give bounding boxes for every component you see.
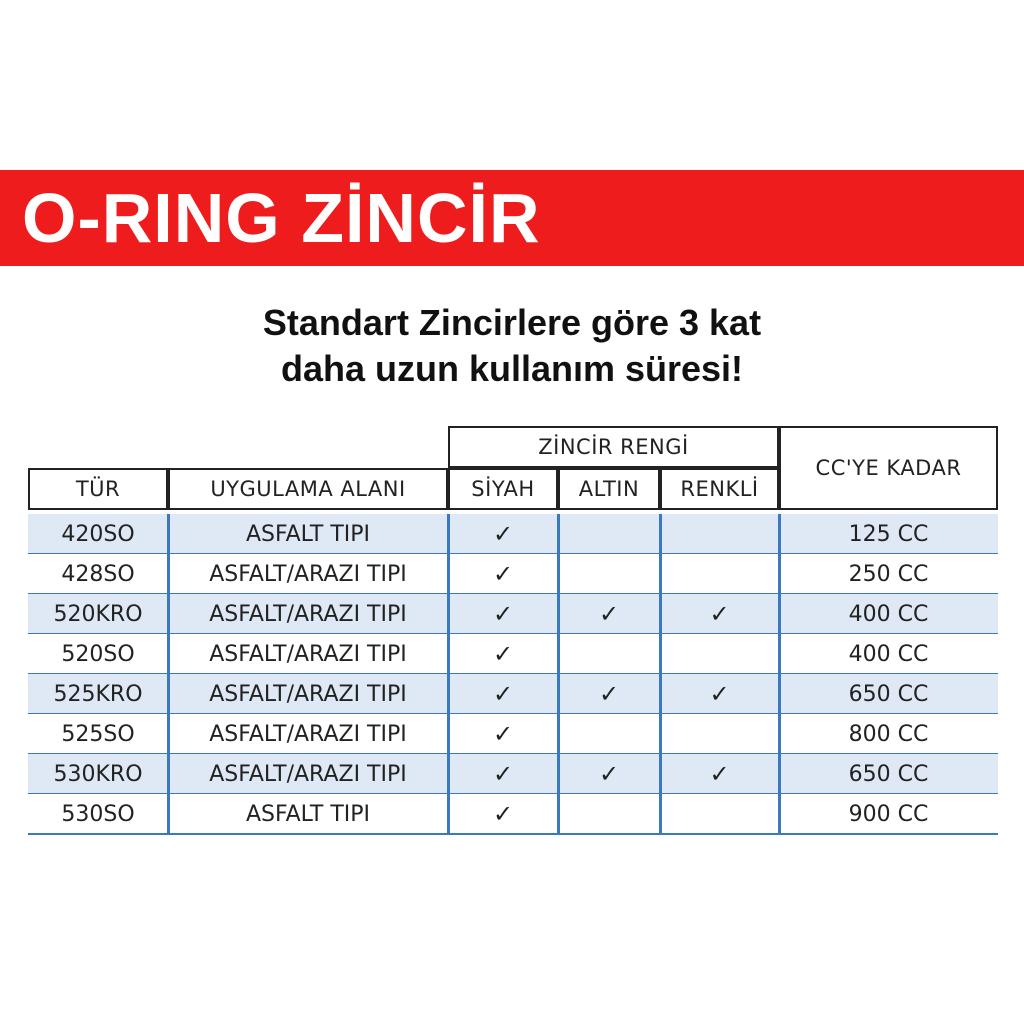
cell-siyah: ✓ (492, 680, 514, 708)
cell-cc: 400 CC (848, 601, 929, 627)
cell-altin (558, 794, 660, 834)
cell-renkli (660, 514, 779, 554)
cell-altin (558, 514, 660, 554)
cell-siyah: ✓ (492, 520, 514, 548)
cell-tur: 530SO (61, 801, 135, 827)
cell-tur: 420SO (61, 521, 135, 547)
row-divider (28, 833, 998, 835)
cell-cc: 800 CC (848, 721, 929, 747)
column-divider (447, 514, 450, 834)
column-divider (778, 514, 781, 834)
cell-altin: ✓ (598, 600, 620, 628)
cell-renkli (660, 794, 779, 834)
cell-cc: 250 CC (848, 561, 929, 587)
subtitle-line-2: daha uzun kullanım süresi! (280, 348, 744, 389)
header-tur: TÜR (28, 468, 168, 510)
cell-siyah: ✓ (492, 640, 514, 668)
cell-altin (558, 554, 660, 594)
cell-tur: 525KRO (53, 681, 143, 707)
cell-renkli (660, 554, 779, 594)
cell-alan: ASFALT/ARAZI TIPI (209, 601, 407, 627)
cell-alan: ASFALT TIPI (245, 801, 371, 827)
cell-alan: ASFALT/ARAZI TIPI (209, 681, 407, 707)
cell-altin: ✓ (598, 680, 620, 708)
cell-renkli: ✓ (709, 600, 730, 628)
header-altin: ALTIN (558, 468, 660, 510)
title-banner (0, 170, 1024, 266)
cell-tur: 530KRO (53, 761, 143, 787)
cell-altin (558, 634, 660, 674)
column-divider (659, 514, 662, 834)
cell-cc: 650 CC (848, 761, 929, 787)
cell-tur: 520KRO (53, 601, 143, 627)
column-divider (167, 514, 170, 834)
cell-siyah: ✓ (492, 720, 514, 748)
header-siyah: SİYAH (448, 468, 558, 510)
subtitle (0, 300, 1024, 392)
cell-renkli: ✓ (709, 760, 730, 788)
cell-tur: 525SO (61, 721, 135, 747)
cell-cc: 650 CC (848, 681, 929, 707)
cell-tur: 428SO (61, 561, 135, 587)
cell-renkli (660, 714, 779, 754)
cell-renkli: ✓ (709, 680, 730, 708)
header-renkli: RENKLİ (660, 468, 779, 510)
cell-renkli (660, 634, 779, 674)
column-divider (557, 514, 560, 834)
cell-siyah: ✓ (492, 560, 514, 588)
cell-cc: 900 CC (848, 801, 929, 827)
cell-cc: 125 CC (848, 521, 929, 547)
cell-altin (558, 714, 660, 754)
header-cc-kadar: CC'YE KADAR (779, 426, 998, 510)
cell-cc: 400 CC (848, 641, 929, 667)
cell-siyah: ✓ (492, 760, 514, 788)
cell-alan: ASFALT/ARAZI TIPI (209, 561, 407, 587)
cell-tur: 520SO (61, 641, 135, 667)
banner-title: O-RING ZİNCİR (22, 179, 541, 257)
cell-siyah: ✓ (492, 800, 514, 828)
cell-alan: ASFALT TIPI (245, 521, 371, 547)
cell-alan: ASFALT/ARAZI TIPI (209, 641, 407, 667)
header-zincir-rengi: ZİNCİR RENGİ (448, 426, 779, 468)
chain-spec-table (28, 426, 998, 836)
cell-alan: ASFALT/ARAZI TIPI (209, 721, 407, 747)
header-uygulama-alani: UYGULAMA ALANI (168, 468, 448, 510)
cell-altin: ✓ (598, 760, 620, 788)
cell-siyah: ✓ (492, 600, 514, 628)
cell-alan: ASFALT/ARAZI TIPI (209, 761, 407, 787)
subtitle-line-1: Standart Zincirlere göre 3 kat (262, 302, 762, 343)
